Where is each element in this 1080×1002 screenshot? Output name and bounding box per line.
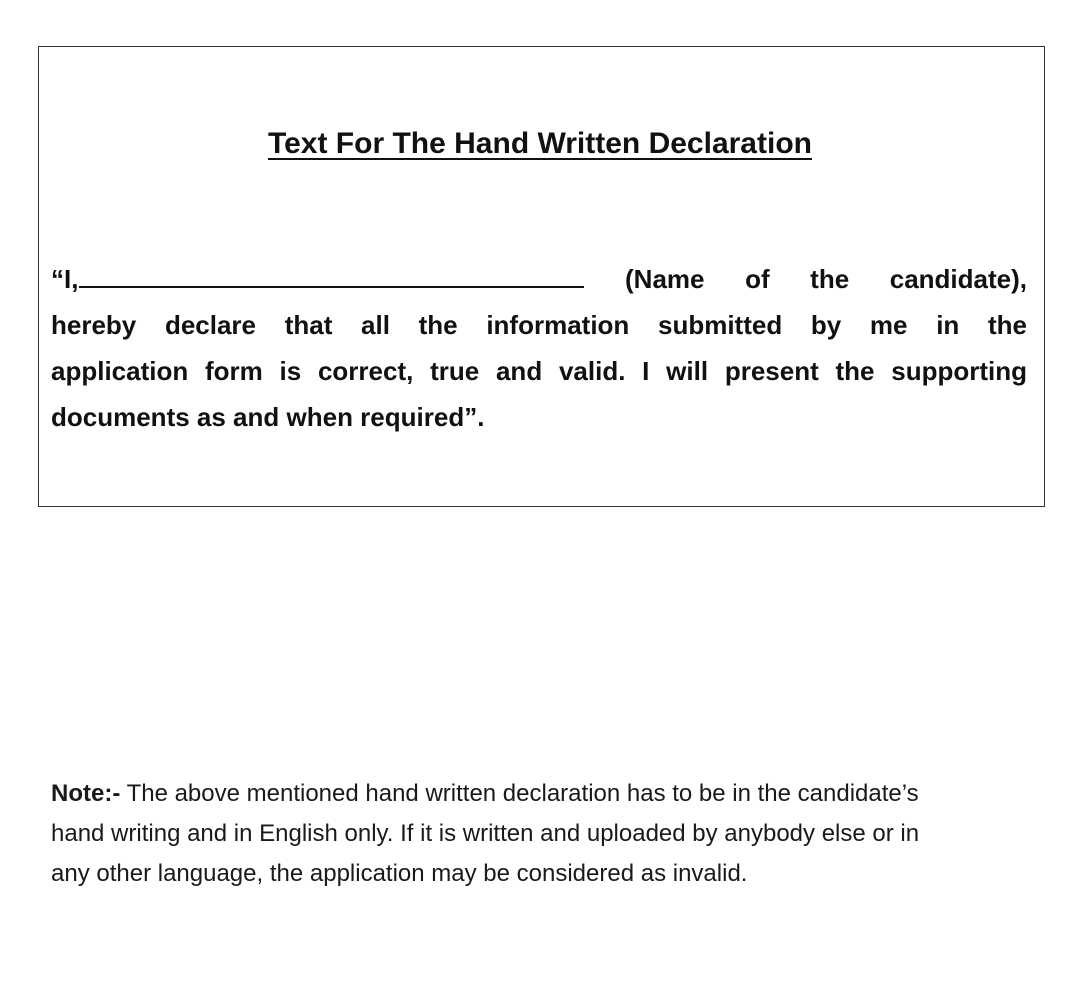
note-label: Note:-: [51, 780, 121, 807]
declaration-text: [51, 256, 1027, 440]
declaration-line-3: application form is correct, true and valid. I will present the supporting: [51, 356, 1027, 386]
name-word-3: the: [810, 264, 850, 294]
declaration-line-2: hereby declare that all the information submitted by me in the: [51, 310, 1027, 340]
opening-quote-segment: [51, 256, 584, 302]
name-word-4: candidate),: [889, 264, 1027, 294]
note-paragraph: [51, 774, 1031, 894]
note-line-3: any other language, the application may be considered as invalid.: [51, 860, 748, 887]
note-line-1: [51, 774, 1031, 814]
declaration-line-name: [51, 256, 1027, 302]
candidate-name-blank: [79, 284, 584, 288]
declaration-title-text: Text For The Hand Written Declaration: [268, 127, 812, 160]
name-word-1: (Name: [625, 264, 705, 294]
name-word-2: of: [745, 264, 770, 294]
note-line-2: hand writing and in English only. If it is written and uploaded by anybody else or in: [51, 820, 920, 847]
declaration-title: [0, 126, 1080, 162]
note-line-1-text: The above mentioned hand written declaration has to be in the candidate’s: [120, 780, 919, 807]
declaration-line-4: documents as and when required”.: [51, 402, 485, 432]
opening-quote: “I,: [51, 264, 79, 294]
